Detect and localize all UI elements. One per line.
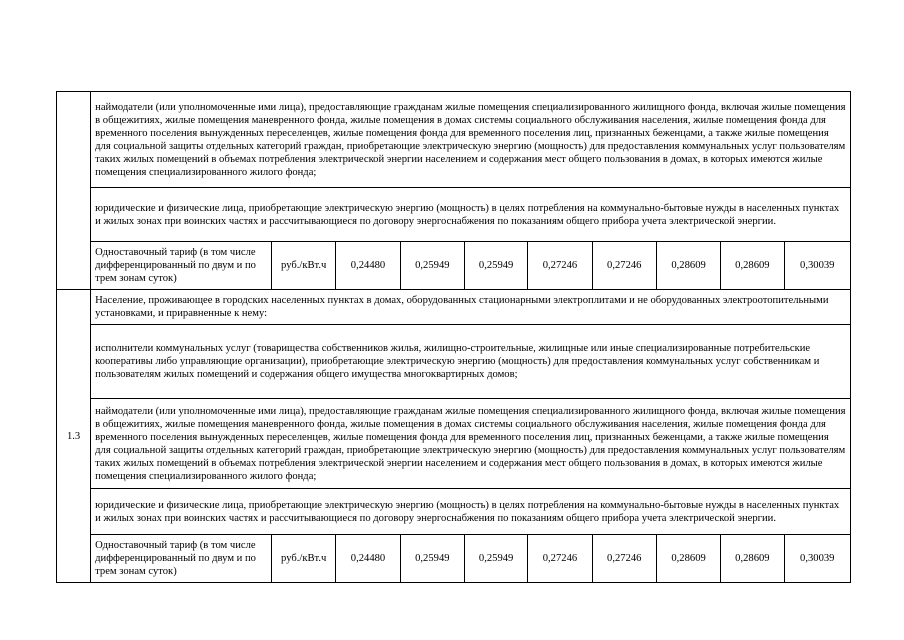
tariff-unit: руб./кВт.ч	[272, 535, 336, 583]
tariff-value: 0,28609	[656, 535, 720, 583]
tariff-row	[57, 535, 851, 583]
tariff-value: 0,25949	[464, 242, 527, 290]
tariff-value: 0,25949	[400, 535, 464, 583]
tariff-table	[56, 91, 851, 583]
tariff-value: 0,27246	[592, 535, 656, 583]
legal-entities-text: юридические и физические лица, приобретающие электрическую энергию (мощность) в целях потребления на коммунально-бытовые нужды в населенных пунктах и жилых зонах при воинских частях и рассчитывающиеся по договору энергоснабжения по показаниям общего прибора учета электрической энергии.	[91, 188, 851, 242]
tariff-value: 0,25949	[400, 242, 464, 290]
legal-entities-text: юридические и физические лица, приобретающие электрическую энергию (мощность) в целях потребления на коммунально-бытовые нужды в населенных пунктах и жилых зонах при воинских частях и рассчитывающиеся по договору энергоснабжения по показаниям общего прибора учета электрической энергии.	[91, 489, 851, 535]
tariff-value: 0,27246	[592, 242, 656, 290]
section-number: 1.3	[57, 290, 91, 583]
table-row	[57, 188, 851, 242]
tariff-value: 0,27246	[528, 535, 592, 583]
tariff-value: 0,30039	[784, 535, 850, 583]
tariff-name: Одноставочный тариф (в том числе дифференцированный по двум и по трем зонам суток)	[91, 535, 272, 583]
top-margin	[0, 0, 904, 91]
landlords-text: наймодатели (или уполномоченные ими лица), предоставляющие гражданам жилые помещения специализированного жилищного фонда, включая жилые помещения в общежитиях, жилые помещения маневренного фонда, жилые помещения в домах системы социального обслуживания населения, жилые помещения фонда для временного поселения вынужденных переселенцев, жилые помещения фонда для временного поселения лиц, признанных беженцами, а также жилые помещения для социальной защиты отдельных категорий граждан, приобретающие электрическую энергию (мощность) для предоставления коммунальных услуг пользователям таких жилых помещений в объемах потребления электрической энергии населением и содержания мест общего пользования в домах, в которых имеются жилые помещения специализированного жилого фонда;	[91, 399, 851, 489]
tariff-unit: руб./кВт.ч	[272, 242, 336, 290]
landlords-text: наймодатели (или уполномоченные ими лица), предоставляющие гражданам жилые помещения специализированного жилищного фонда, включая жилые помещения в общежитиях, жилые помещения маневренного фонда, жилые помещения в домах системы социального обслуживания населения, жилые помещения фонда для временного поселения вынужденных переселенцев, жилые помещения фонда для временного поселения лиц, признанных беженцами, а также жилые помещения для социальной защиты отдельных категорий граждан, приобретающие электрическую энергию (мощность) для предоставления коммунальных услуг пользователям таких жилых помещений в объемах потребления электрической энергии населением и содержания мест общего пользования в домах, в которых имеются жилые помещения специализированного жилого фонда;	[91, 92, 851, 188]
section-heading: Население, проживающее в городских населенных пунктах в домах, оборудованных стационарными электроплитами и не оборудованных электроотопительными установками, и приравненные к нему:	[91, 290, 851, 325]
tariff-value: 0,28609	[721, 242, 784, 290]
table-row	[57, 325, 851, 399]
tariff-value: 0,25949	[464, 535, 527, 583]
table-row	[57, 399, 851, 489]
tariff-value: 0,24480	[336, 535, 400, 583]
tariff-value: 0,28609	[656, 242, 720, 290]
tariff-value: 0,30039	[784, 242, 850, 290]
tariff-value: 0,28609	[721, 535, 784, 583]
table-row	[57, 290, 851, 325]
index-cell-empty	[57, 92, 91, 290]
tariff-name: Одноставочный тариф (в том числе дифференцированный по двум и по трем зонам суток)	[91, 242, 272, 290]
table-row	[57, 489, 851, 535]
tariff-row	[57, 242, 851, 290]
tariff-value: 0,27246	[528, 242, 592, 290]
table-row	[57, 92, 851, 188]
utility-providers-text: исполнители коммунальных услуг (товарищества собственников жилья, жилищно-строительные, жилищные или иные специализированные потребительские кооперативы либо управляющие организации), приобретающие электрическую энергию (мощность) для предоставления коммунальных услуг собственникам и пользователям жилых помещений и содержания общего имущества многоквартирных домов;	[91, 325, 851, 399]
tariff-value: 0,24480	[336, 242, 400, 290]
